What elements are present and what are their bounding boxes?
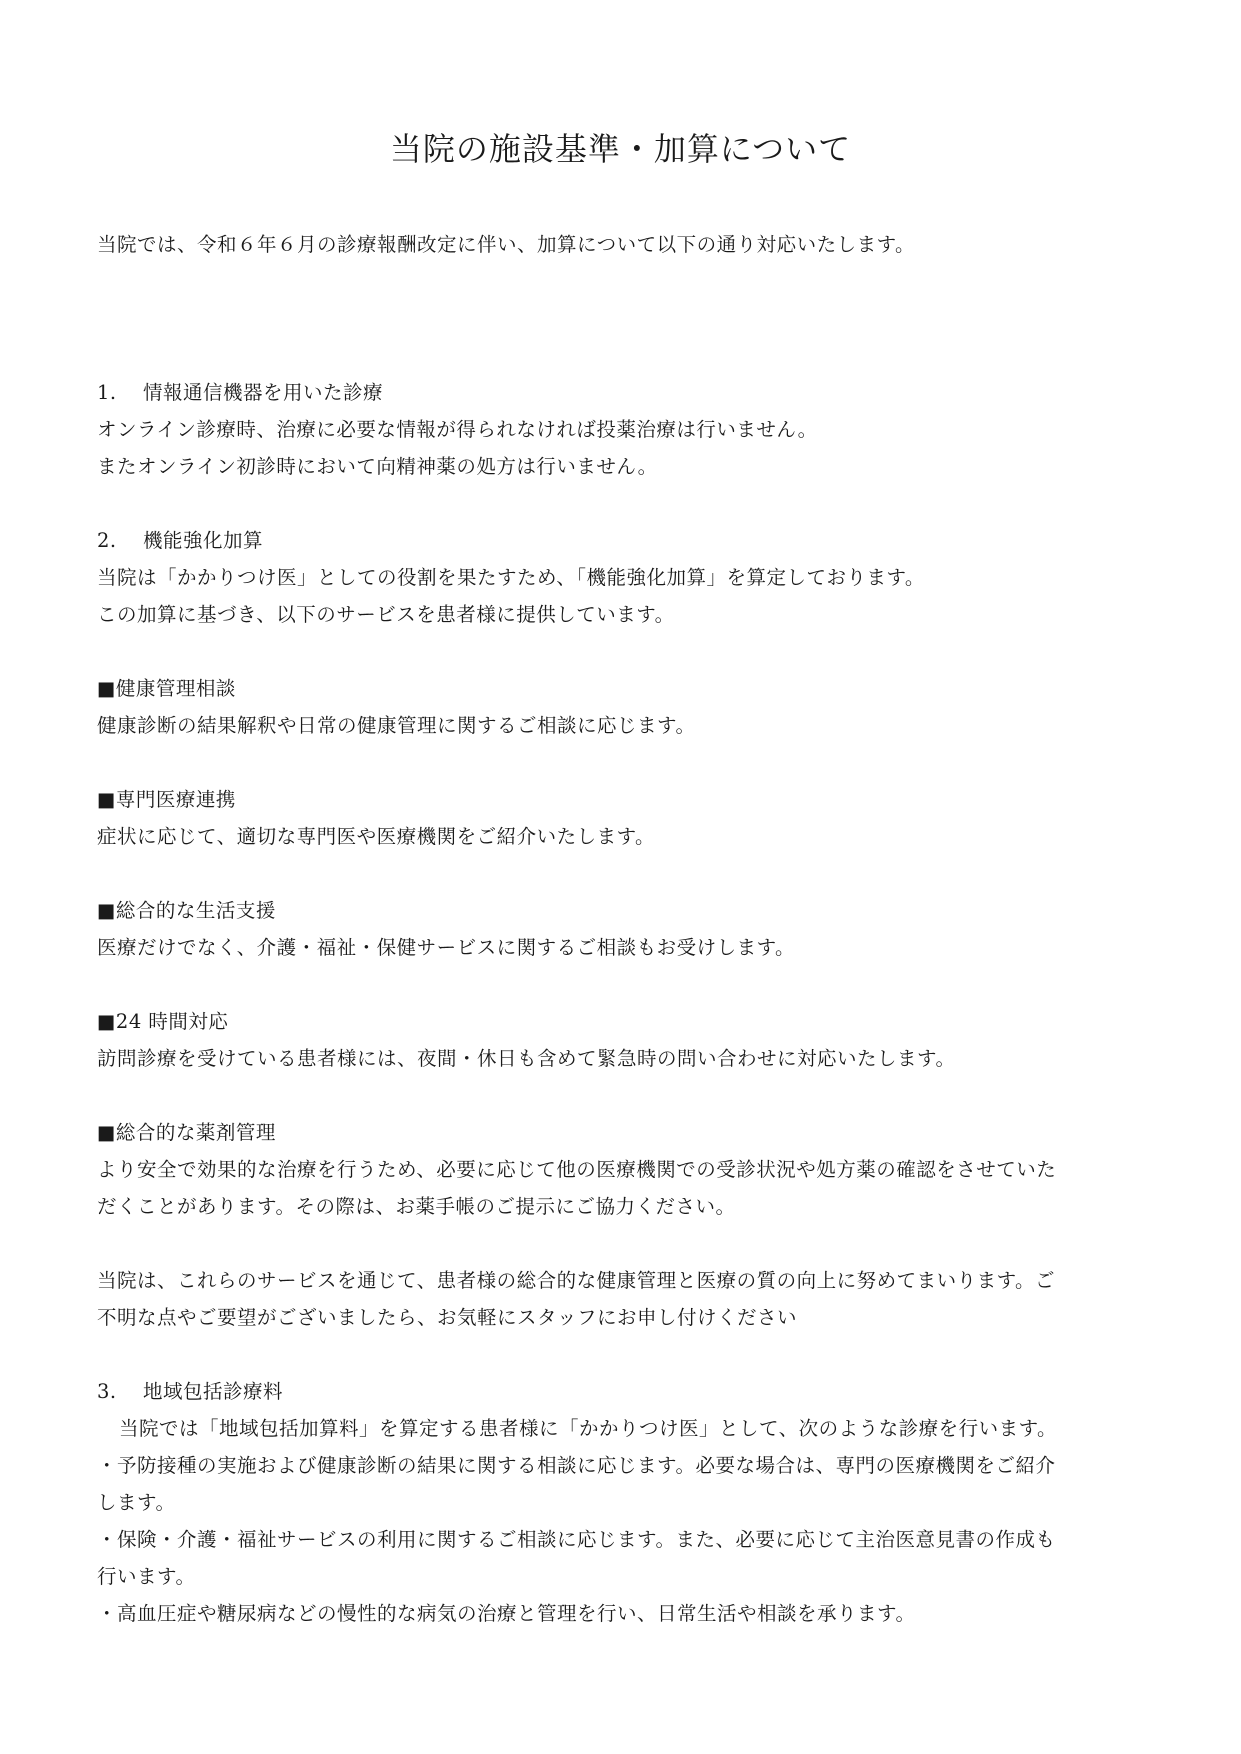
section-2-closing: 不明な点やご要望がございましたら、お気軽にスタッフにお申し付けください xyxy=(97,1306,798,1329)
section-3-line: ・保険・介護・福祉サービスの利用に関するご相談に応じます。また、必要に応じて主治医意見書の作成も xyxy=(97,1528,1056,1551)
section-2-line: この加算に基づき、以下のサービスを患者様に提供しています。 xyxy=(97,603,675,626)
section-1-line: またオンライン初診時において向精神薬の処方は行いません。 xyxy=(97,455,658,478)
service-heading-life-support: ■総合的な生活支援 xyxy=(97,899,276,922)
page-title: 当院の施設基準・加算について xyxy=(389,130,852,168)
section-2-title: 機能強化加算 xyxy=(143,529,264,552)
section-2-closing: 当院は、これらのサービスを通じて、患者様の総合的な健康管理と医療の質の向上に努めてまいります。ご xyxy=(97,1269,1056,1292)
section-1-line: オンライン診療時、治療に必要な情報が得られなければ投薬治療は行いません。 xyxy=(97,418,818,441)
intro-text: 当院では、令和６年６月の診療報酬改定に伴い、加算について以下の通り対応いたします。 xyxy=(97,233,916,256)
service-text: 訪問診療を受けている患者様には、夜間・休日も含めて緊急時の問い合わせに対応いたします。 xyxy=(97,1047,956,1070)
service-text: 症状に応じて、適切な専門医や医療機関をご紹介いたします。 xyxy=(97,825,656,848)
section-1-number: 1. xyxy=(97,381,117,404)
service-heading-24h: ■24 時間対応 xyxy=(97,1010,229,1033)
section-3-number: 3. xyxy=(97,1380,117,1403)
service-heading-specialist-referral: ■専門医療連携 xyxy=(97,788,236,811)
service-text: 健康診断の結果解釈や日常の健康管理に関するご相談に応じます。 xyxy=(97,714,696,737)
section-2-number: 2. xyxy=(97,529,117,552)
section-2-line: 当院は「かかりつけ医」としての役割を果たすため、「機能強化加算」を算定しております。 xyxy=(97,566,925,589)
section-3-line: します。 xyxy=(97,1491,176,1514)
section-3-lead: 当院では「地域包括加算料」を算定する患者様に「かかりつけ医」として、次のような診療を行います。 xyxy=(119,1417,1058,1440)
service-text: だくことがあります。その際は、お薬手帳のご提示にご協力ください。 xyxy=(97,1195,736,1218)
section-3-line: ・予防接種の実施および健康診断の結果に関する相談に応じます。必要な場合は、専門の医療機関をご紹介 xyxy=(97,1454,1056,1477)
section-1-title: 情報通信機器を用いた診療 xyxy=(143,381,384,404)
section-3-line: 行います。 xyxy=(97,1565,196,1588)
service-text: 医療だけでなく、介護・福祉・保健サービスに関するご相談もお受けします。 xyxy=(97,936,796,959)
service-text: より安全で効果的な治療を行うため、必要に応じて他の医療機関での受診状況や処方薬の確認をさせていた xyxy=(97,1158,1057,1181)
service-heading-medication: ■総合的な薬剤管理 xyxy=(97,1121,276,1144)
section-3-line: ・高血圧症や糖尿病などの慢性的な病気の治療と管理を行い、日常生活や相談を承ります。 xyxy=(97,1602,916,1625)
section-2-heading xyxy=(97,522,1157,559)
document-body xyxy=(97,226,1157,1632)
section-3-heading xyxy=(97,1373,1157,1410)
section-3-title: 地域包括診療料 xyxy=(143,1380,284,1403)
section-1-heading xyxy=(97,374,1157,411)
service-heading-health-consultation: ■健康管理相談 xyxy=(97,677,236,700)
